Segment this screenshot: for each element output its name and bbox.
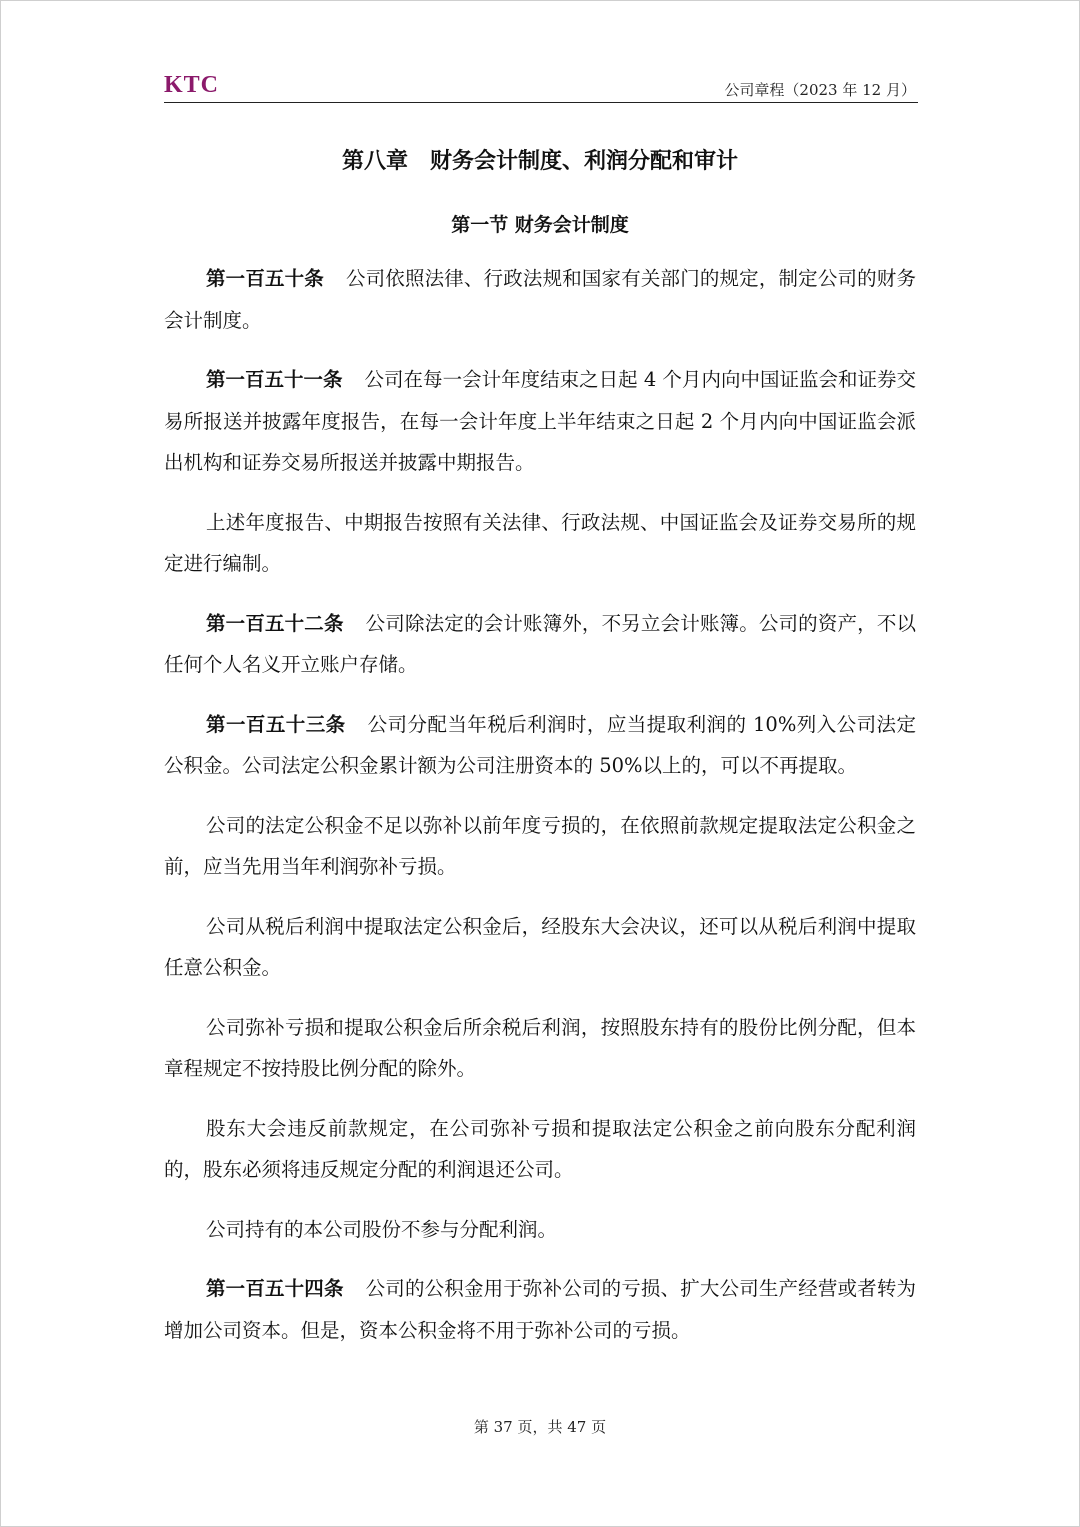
paragraph [164, 805, 916, 888]
section-title: 第一节 财务会计制度 [451, 214, 629, 236]
paragraph-text: 公司从税后利润中提取法定公积金后，经股东大会决议，还可以从税后利润中提取任意公积金。 [164, 914, 916, 979]
article-label: 第一百五十二条 [206, 611, 344, 635]
article-label: 第一百五十三条 [206, 712, 346, 736]
paragraph-text: 公司在每一会计年度结束之日起 4 个月内向中国证监会和证券交易所报送并披露年度报告，在每一会计年度上半年结束之日起 2 个月内向中国证监会派出机构和证券交易所报送并披露中期报告。 [164, 368, 916, 474]
page-header [164, 70, 918, 103]
paragraph-article-151 [164, 359, 916, 484]
paragraph-text: 公司的公积金用于弥补公司的亏损、扩大公司生产经营或者转为增加公司资本。但是，资本公积金将不用于弥补公司的亏损。 [164, 1277, 916, 1342]
article-label: 第一百五十一条 [206, 368, 343, 391]
chapter-title: 第八章 财务会计制度、利润分配和审计 [341, 149, 738, 174]
document-title: 公司章程（2023 年 12 月） [724, 81, 916, 99]
paragraph [164, 502, 916, 585]
company-logo: KTC [164, 72, 220, 98]
paragraph-article-154 [164, 1268, 916, 1351]
paragraph-text: 上述年度报告、中期报告按照有关法律、行政法规、中国证监会及证券交易所的规定进行编制。 [164, 510, 916, 575]
paragraph-article-150 [164, 258, 916, 341]
paragraph [164, 1209, 916, 1251]
article-label: 第一百五十条 [206, 267, 324, 290]
paragraph [164, 906, 916, 989]
paragraph-text: 公司持有的本公司股份不参与分配利润。 [206, 1217, 558, 1241]
paragraph-article-152 [164, 603, 916, 686]
page-number: 第 37 页，共 47 页 [473, 1418, 607, 1436]
paragraph-text: 公司弥补亏损和提取公积金后所余税后利润，按照股东持有的股份比例分配，但本章程规定不按持股比例分配的除外。 [164, 1015, 916, 1080]
paragraph-text: 公司分配当年税后利润时，应当提取利润的 10%列入公司法定公积金。公司法定公积金累计额为公司注册资本的 50%以上的，可以不再提取。 [164, 712, 916, 777]
article-label: 第一百五十四条 [206, 1277, 344, 1300]
paragraph-article-153 [164, 704, 916, 787]
paragraph [164, 1108, 916, 1191]
paragraph-text: 股东大会违反前款规定，在公司弥补亏损和提取法定公积金之前向股东分配利润的，股东必须将违反规定分配的利润退还公司。 [164, 1116, 916, 1181]
paragraph-text: 公司依照法律、行政法规和国家有关部门的规定，制定公司的财务会计制度。 [164, 267, 916, 332]
paragraph-text: 公司除法定的会计账簿外，不另立会计账簿。公司的资产，不以任何个人名义开立账户存储。 [164, 611, 916, 676]
paragraph-text: 公司的法定公积金不足以弥补以前年度亏损的，在依照前款规定提取法定公积金之前，应当先用当年利润弥补亏损。 [164, 813, 916, 878]
document-body [164, 258, 916, 1369]
paragraph [164, 1007, 916, 1090]
